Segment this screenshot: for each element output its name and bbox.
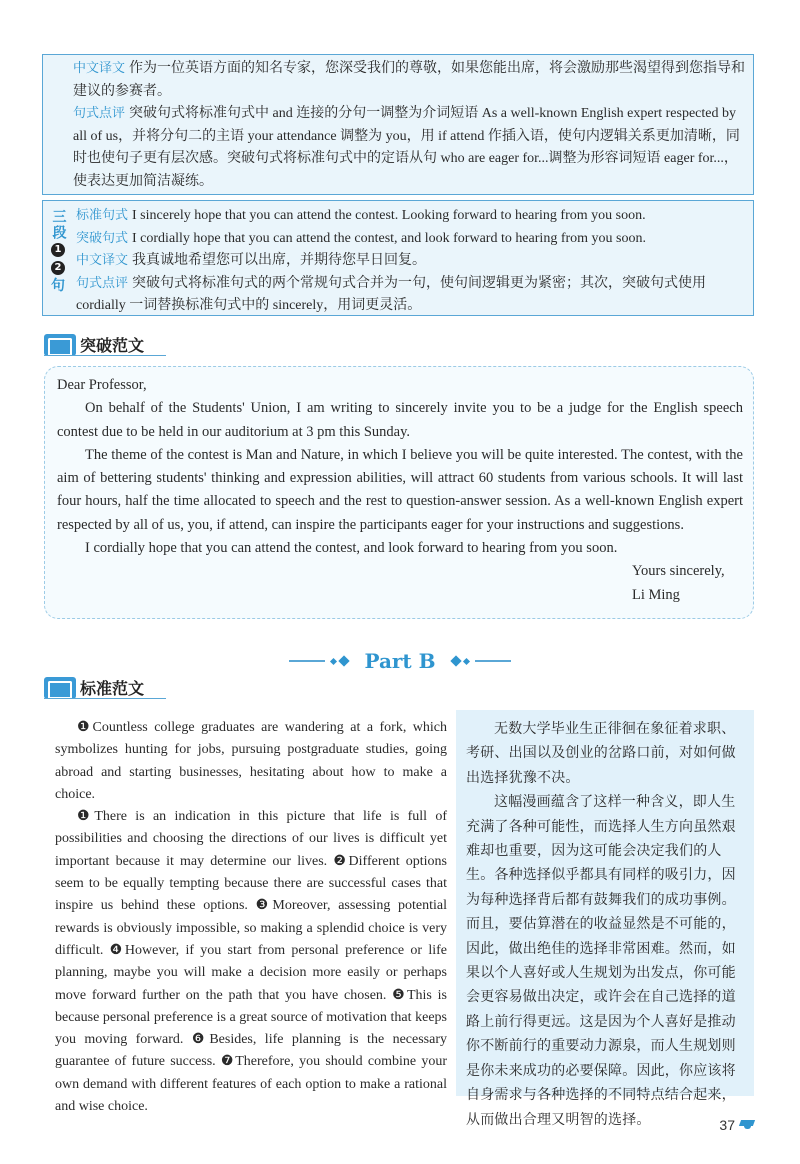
model-letter bbox=[44, 366, 754, 619]
letter-paragraph-1: On behalf of the Students' Union, I am writing to sincerely invite you to be a judge for the English speech contest due to be held in our auditorium at 3 pm this Sunday. bbox=[57, 400, 743, 440]
diamond-icon bbox=[330, 657, 337, 664]
letter-paragraph-2: The theme of the contest is Man and Nature, in which I believe you will be quite interested. The contest, with the aim of bettering students' thinking and expression abilities, will attract 60 students from various schools. It will last four hours, half the time allocated to speech and the rest to question-answer session. As a well-known English expert respected by all of us, you, if attend, can inspire the participants eager for your instructions and suggestions. bbox=[57, 446, 743, 533]
banner-line-left bbox=[289, 660, 325, 662]
page-number: 37 bbox=[719, 1117, 756, 1133]
section-heading-standard bbox=[44, 676, 144, 699]
circled-number-1: 1 bbox=[51, 243, 65, 257]
english-essay bbox=[55, 717, 447, 1118]
sentence-analysis-box-1 bbox=[42, 54, 754, 195]
sentence-comment: 句式点评 突破句式将标准句式的两个常规句式合并为一句，使句间逻辑更为紧密；其次，突破句式使用 cordially 一词替换标准句式中的 sincerely，用词更灵活。 bbox=[76, 275, 707, 313]
part-b-title: Part B bbox=[364, 649, 436, 673]
letter-closing: Yours sincerely, bbox=[632, 563, 725, 580]
section-side-label: 三段 1 2 句 bbox=[50, 209, 67, 294]
comment-paragraph: 句式点评 突破句式将标准句式中 and 连接的分句一调整为介词短语 As a well-known English expert respected by all of us，并将分句二的主语 your attendance 调整为 you，用 if attend 作插入语，使句内逻辑关系更加清晰，同时也使句子更有层次感。突破句式将标准句式中的定语从句 who are eager for...调整为形容词短语 eager for...，使表达更加简洁凝练。 bbox=[73, 106, 740, 189]
essay-paragraph-1: ❶Countless college graduates are wandering at a fork, which symbolizes hunting for jobs, pursuing postgraduate studies, going abroad and starting businesses, hesitating about how to make a choice. bbox=[55, 720, 447, 802]
standard-sentence: 标准句式 I sincerely hope that you can attend the contest. Looking forward to hearing from you soon. bbox=[76, 208, 646, 223]
heading-underline bbox=[44, 355, 166, 356]
translation-paragraph-2: 这幅漫画蕴含了这样一种含义，即人生充满了各种可能性，而选择人生方向虽然艰难却也重要，因为这可能会决定我们的人生。各种选择似乎都具有同样的吸引力，因为每种选择背后都有鼓舞我们的成功事例。而且，要估算潜在的收益显然是不可能的，因此，做出绝佳的选择非常困难。然而，如果以个人喜好或人生规划为出发点，你可能会更容易做出决定，或许会在自己选择的道路上前行得更远。这是因为个人喜好是推动你不断前行的重要动力源泉，而人生规划则是你未来成功的必要保障。因此，你应该将自身需求与各种选择的不同特点结合起来，从而做出合理又明智的选择。 bbox=[466, 794, 736, 1128]
section-title: 突破范文 bbox=[80, 336, 145, 355]
letter-paragraph-3: I cordially hope that you can attend the contest, and look forward to hearing from you soon. bbox=[85, 540, 618, 557]
open-book-icon bbox=[44, 334, 76, 356]
part-b-banner bbox=[0, 646, 800, 676]
banner-line-right bbox=[475, 660, 511, 662]
chinese-translation: 中文译文 我真诚地希望您可以出席，并期待您早日回复。 bbox=[76, 253, 427, 268]
section-title: 标准范文 bbox=[80, 679, 145, 698]
circled-number-2: 2 bbox=[51, 261, 65, 275]
comment-label: 句式点评 bbox=[73, 106, 126, 121]
translation-label: 中文译文 bbox=[73, 61, 126, 76]
sentence-analysis-box-2 bbox=[42, 200, 754, 316]
section-heading-breakthrough bbox=[44, 333, 144, 356]
letter-salutation: Dear Professor, bbox=[57, 377, 147, 393]
breakthrough-sentence: 突破句式 I cordially hope that you can attend the contest, and look forward to hearing from you soon. bbox=[76, 230, 646, 246]
letter-signature: Li Ming bbox=[632, 586, 680, 603]
essay-paragraph-2: ❶There is an indication in this picture that life is full of possibilities and choosing the directions of our lives is difficult yet important because it may determine our lives. ❷Different options seem to be equally tempting because there are successful cases that inspire us behind these options. ❸Moreover, assessing potential rewards is obviously impossible, so making a splendid choice is very difficult. ❹However, if you start from personal preference or life planning, maybe you will make a decision more easily or perhaps move forward further on the path that you have chosen. ❺This is because personal preference is a great source of motivation that keeps you moving forward. ❻Besides, life planning is the necessary guarantee of future success. ❼Therefore, you should combine your own demand with different features of each option to make a rational and wise choice. bbox=[55, 809, 447, 1115]
translation-paragraph: 中文译文 作为一位英语方面的知名专家，您深受我们的尊敬，如果您能出席，将会激励那些渴望得到您指导和建议的参赛者。 bbox=[73, 61, 746, 99]
diamond-icon bbox=[339, 655, 350, 666]
heading-underline bbox=[44, 698, 166, 699]
open-book-icon bbox=[44, 677, 76, 699]
translation-paragraph-1: 无数大学毕业生正徘徊在象征着求职、考研、出国以及创业的岔路口前，对如何做出选择犹豫不决。 bbox=[466, 721, 736, 786]
diamond-icon bbox=[450, 655, 461, 666]
graduation-cap-icon bbox=[738, 1120, 756, 1130]
diamond-icon bbox=[463, 657, 470, 664]
box2-content bbox=[76, 205, 745, 318]
